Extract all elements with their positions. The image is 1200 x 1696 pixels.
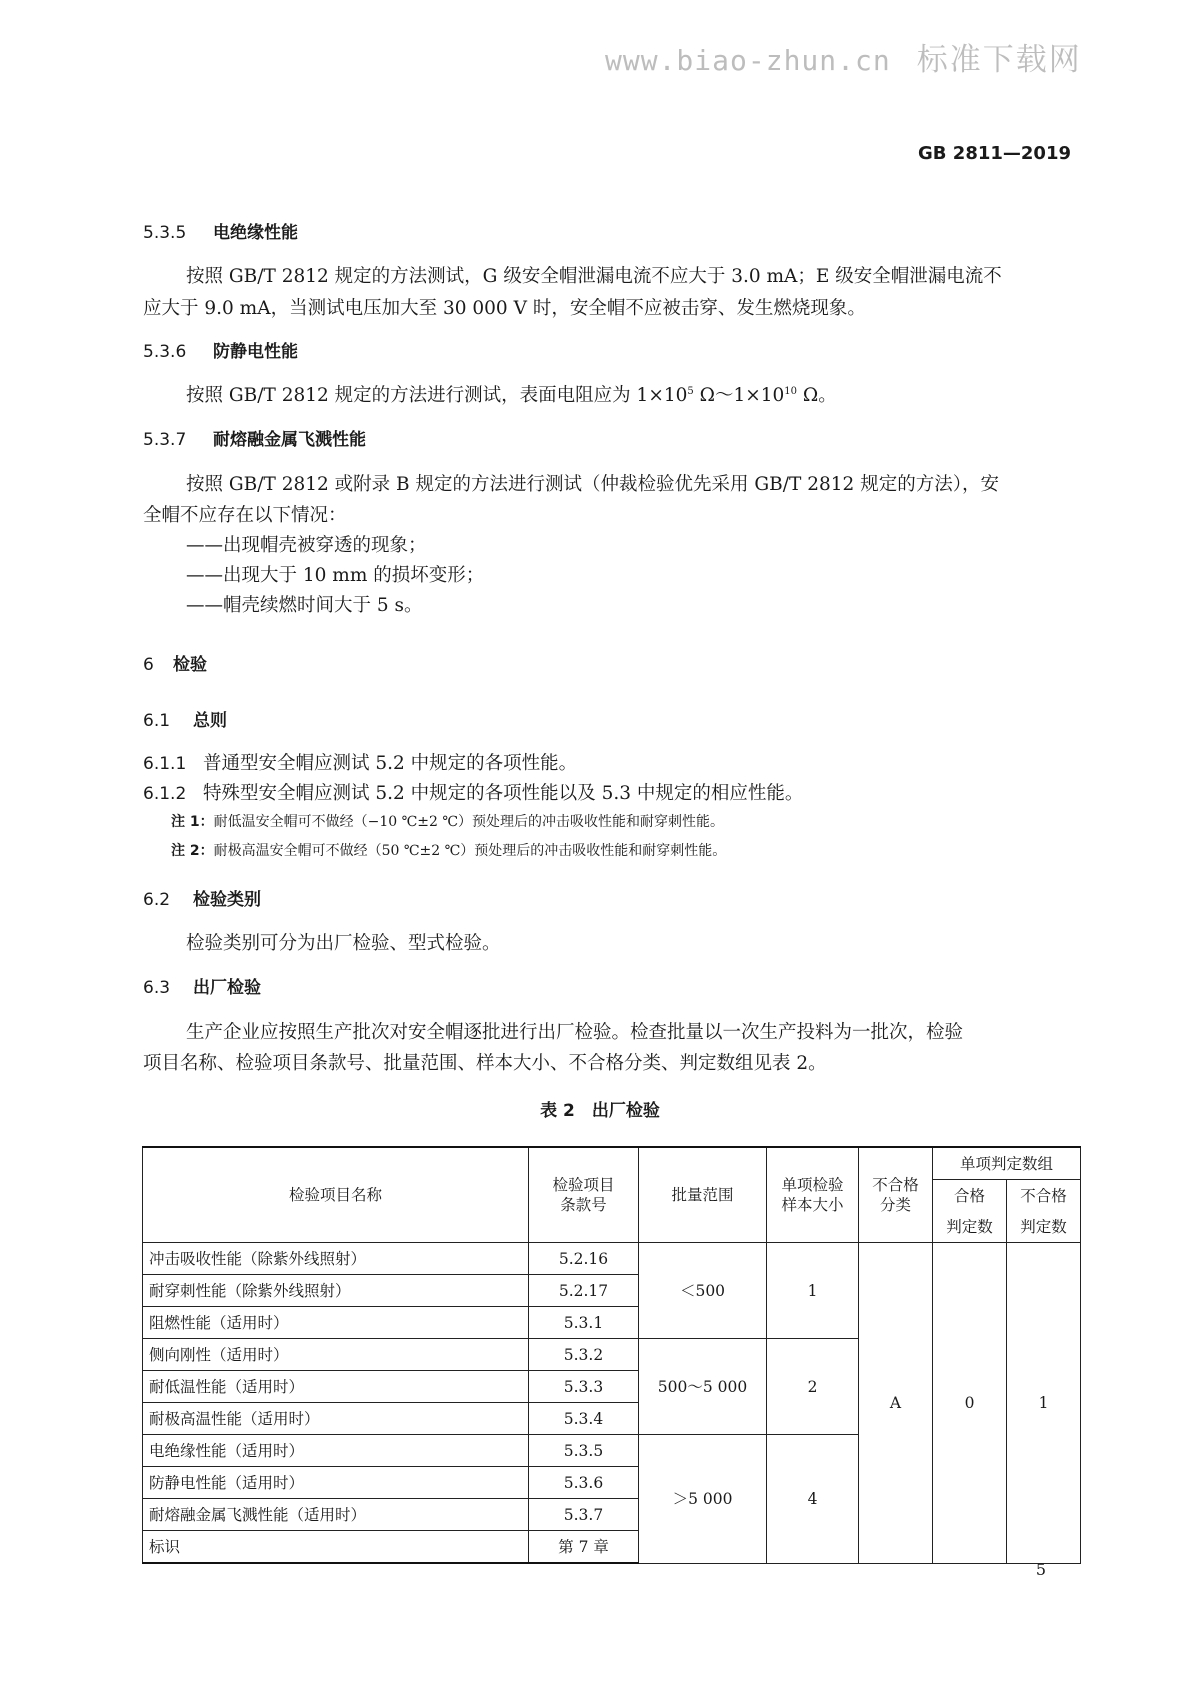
list-item: ——帽壳续燃时间大于 5 s。 [186,595,423,616]
header-sample-size [767,1147,859,1243]
heading-title: 总则 [193,711,227,731]
item-name-cell: 侧向刚性（适用时） [143,1339,529,1371]
heading-number: 5.3.5 [143,223,187,243]
watermark-site-name: 标准下载网 [916,42,1082,78]
heading-title: 耐熔融金属飞溅性能 [213,430,366,450]
clause-cell: 5.3.6 [529,1467,639,1499]
heading-6 [143,650,207,675]
clause-number: 6.1.2 [143,784,187,804]
watermark-url: www.biao-zhun.cn [605,44,891,77]
note-2 [171,840,726,860]
clause-cell: 5.3.1 [529,1307,639,1339]
heading-6-1 [143,706,227,731]
list-item: ——出现帽壳被穿透的现象； [186,535,427,556]
heading-number: 6 [143,655,154,675]
header-text: 分类 [879,1196,911,1214]
item-name-cell: 电绝缘性能（适用时） [143,1435,529,1467]
heading-5-3-6 [143,337,298,362]
heading-6-3 [143,973,261,998]
paragraph-5-3-7-line2: 全帽不应存在以下情况： [143,505,347,526]
item-name-cell: 阻燃性能（适用时） [143,1307,529,1339]
clause-cell: 5.2.17 [529,1275,639,1307]
text-run: 按照 GB/T 2812 规定的方法进行测试，表面电阻应为 1×10 [186,385,688,406]
header-judgement-group: 单项判定数组 [933,1147,1081,1180]
clause-6-1-1 [143,749,577,775]
item-name-cell: 标识 [143,1531,529,1564]
heading-title: 出厂检验 [193,978,261,998]
note-text: 耐低温安全帽可不做经（−10 ℃±2 ℃）预处理后的冲击吸收性能和耐穿刺性能。 [213,814,725,830]
table-row [143,1243,1081,1275]
clause-cell: 5.3.3 [529,1371,639,1403]
heading-number: 6.2 [143,890,171,910]
header-reject-sub: 判定数 [1007,1211,1081,1243]
heading-5-3-5 [143,218,298,243]
header-text: 样本大小 [781,1196,844,1214]
clause-cell: 第 7 章 [529,1531,639,1564]
header-clause [529,1147,639,1243]
reject-number-cell: 1 [1007,1243,1081,1564]
list-item: ——出现大于 10 mm 的损坏变形； [186,565,485,586]
batch-range-cell: 500～5 000 [639,1339,767,1435]
paragraph-5-3-5-line2: 应大于 9.0 mA，当测试电压加大至 30 000 V 时，安全帽不应被击穿、发生燃烧现象。 [143,298,866,319]
table-caption: 表 2 出厂检验 [540,1101,660,1121]
header-text: 单项检验 [781,1176,844,1194]
item-name-cell: 耐低温性能（适用时） [143,1371,529,1403]
standard-number: GB 2811—2019 [918,143,1071,164]
header-batch-range: 批量范围 [639,1147,767,1243]
paragraph-6-3-line2: 项目名称、检验项目条款号、批量范围、样本大小、不合格分类、判定数组见表 2。 [143,1053,827,1074]
clause-text: 特殊型安全帽应测试 5.2 中规定的各项性能以及 5.3 中规定的相应性能。 [203,783,804,804]
header-text: 检验项目 [552,1176,615,1194]
header-item-name: 检验项目名称 [143,1147,529,1243]
header-accept-sub: 判定数 [933,1211,1007,1243]
sample-size-cell: 4 [767,1435,859,1564]
heading-number: 5.3.7 [143,430,187,450]
paragraph-5-3-5-line1: 按照 GB/T 2812 规定的方法测试，G 级安全帽泄漏电流不应大于 3.0 mA；E 级安全帽泄漏电流不 [186,266,1002,287]
note-1 [171,811,724,831]
page-number: 5 [1035,1560,1046,1579]
clause-text: 普通型安全帽应测试 5.2 中规定的各项性能。 [203,753,578,774]
header-text: 不合格 [872,1176,919,1194]
clause-cell: 5.3.7 [529,1499,639,1531]
clause-6-1-2 [143,779,803,805]
classification-cell: A [859,1243,933,1564]
paragraph-5-3-7-line1: 按照 GB/T 2812 或附录 B 规定的方法进行测试（仲裁检验优先采用 GB/T 2812 规定的方法），安 [186,474,999,495]
text-run: Ω。 [797,385,837,406]
clause-cell: 5.3.5 [529,1435,639,1467]
note-text: 耐极高温安全帽可不做经（50 ℃±2 ℃）预处理后的冲击吸收性能和耐穿刺性能。 [213,843,727,859]
heading-title: 检验类别 [193,890,261,910]
text-run: Ω～1×10 [693,385,785,406]
sample-size-cell: 1 [767,1243,859,1339]
item-name-cell: 耐熔融金属飞溅性能（适用时） [143,1499,529,1531]
item-name-cell: 防静电性能（适用时） [143,1467,529,1499]
item-name-cell: 耐穿刺性能（除紫外线照射） [143,1275,529,1307]
header-classification [859,1147,933,1243]
sample-size-cell: 2 [767,1339,859,1435]
header-reject: 不合格 [1007,1180,1081,1212]
header-accept: 合格 [933,1180,1007,1212]
exponent: 10 [784,385,798,397]
heading-6-2 [143,885,261,910]
heading-number: 5.3.6 [143,342,187,362]
header-text: 条款号 [560,1196,607,1214]
exponent: 5 [687,385,694,397]
heading-number: 6.1 [143,711,171,731]
item-name-cell: 耐极高温性能（适用时） [143,1403,529,1435]
heading-title: 检验 [173,655,207,675]
note-label: 注 1： [171,814,214,830]
batch-range-cell: ＜500 [639,1243,767,1339]
clause-cell: 5.3.2 [529,1339,639,1371]
accept-number-cell: 0 [933,1243,1007,1564]
paragraph-6-3-line1: 生产企业应按照生产批次对安全帽逐批进行出厂检验。检查批量以一次生产投料为一批次，检验 [186,1022,964,1043]
heading-5-3-7 [143,425,366,450]
paragraph-6-2: 检验类别可分为出厂检验、型式检验。 [186,933,501,954]
watermark [605,34,1082,79]
item-name-cell: 冲击吸收性能（除紫外线照射） [143,1243,529,1275]
note-label: 注 2： [171,843,214,859]
clause-cell: 5.2.16 [529,1243,639,1275]
paragraph-5-3-6 [186,381,837,407]
clause-cell: 5.3.4 [529,1403,639,1435]
clause-number: 6.1.1 [143,754,187,774]
inspection-table [142,1146,1081,1564]
heading-number: 6.3 [143,978,171,998]
heading-title: 电绝缘性能 [213,223,298,243]
batch-range-cell: ＞5 000 [639,1435,767,1564]
heading-title: 防静电性能 [213,342,298,362]
